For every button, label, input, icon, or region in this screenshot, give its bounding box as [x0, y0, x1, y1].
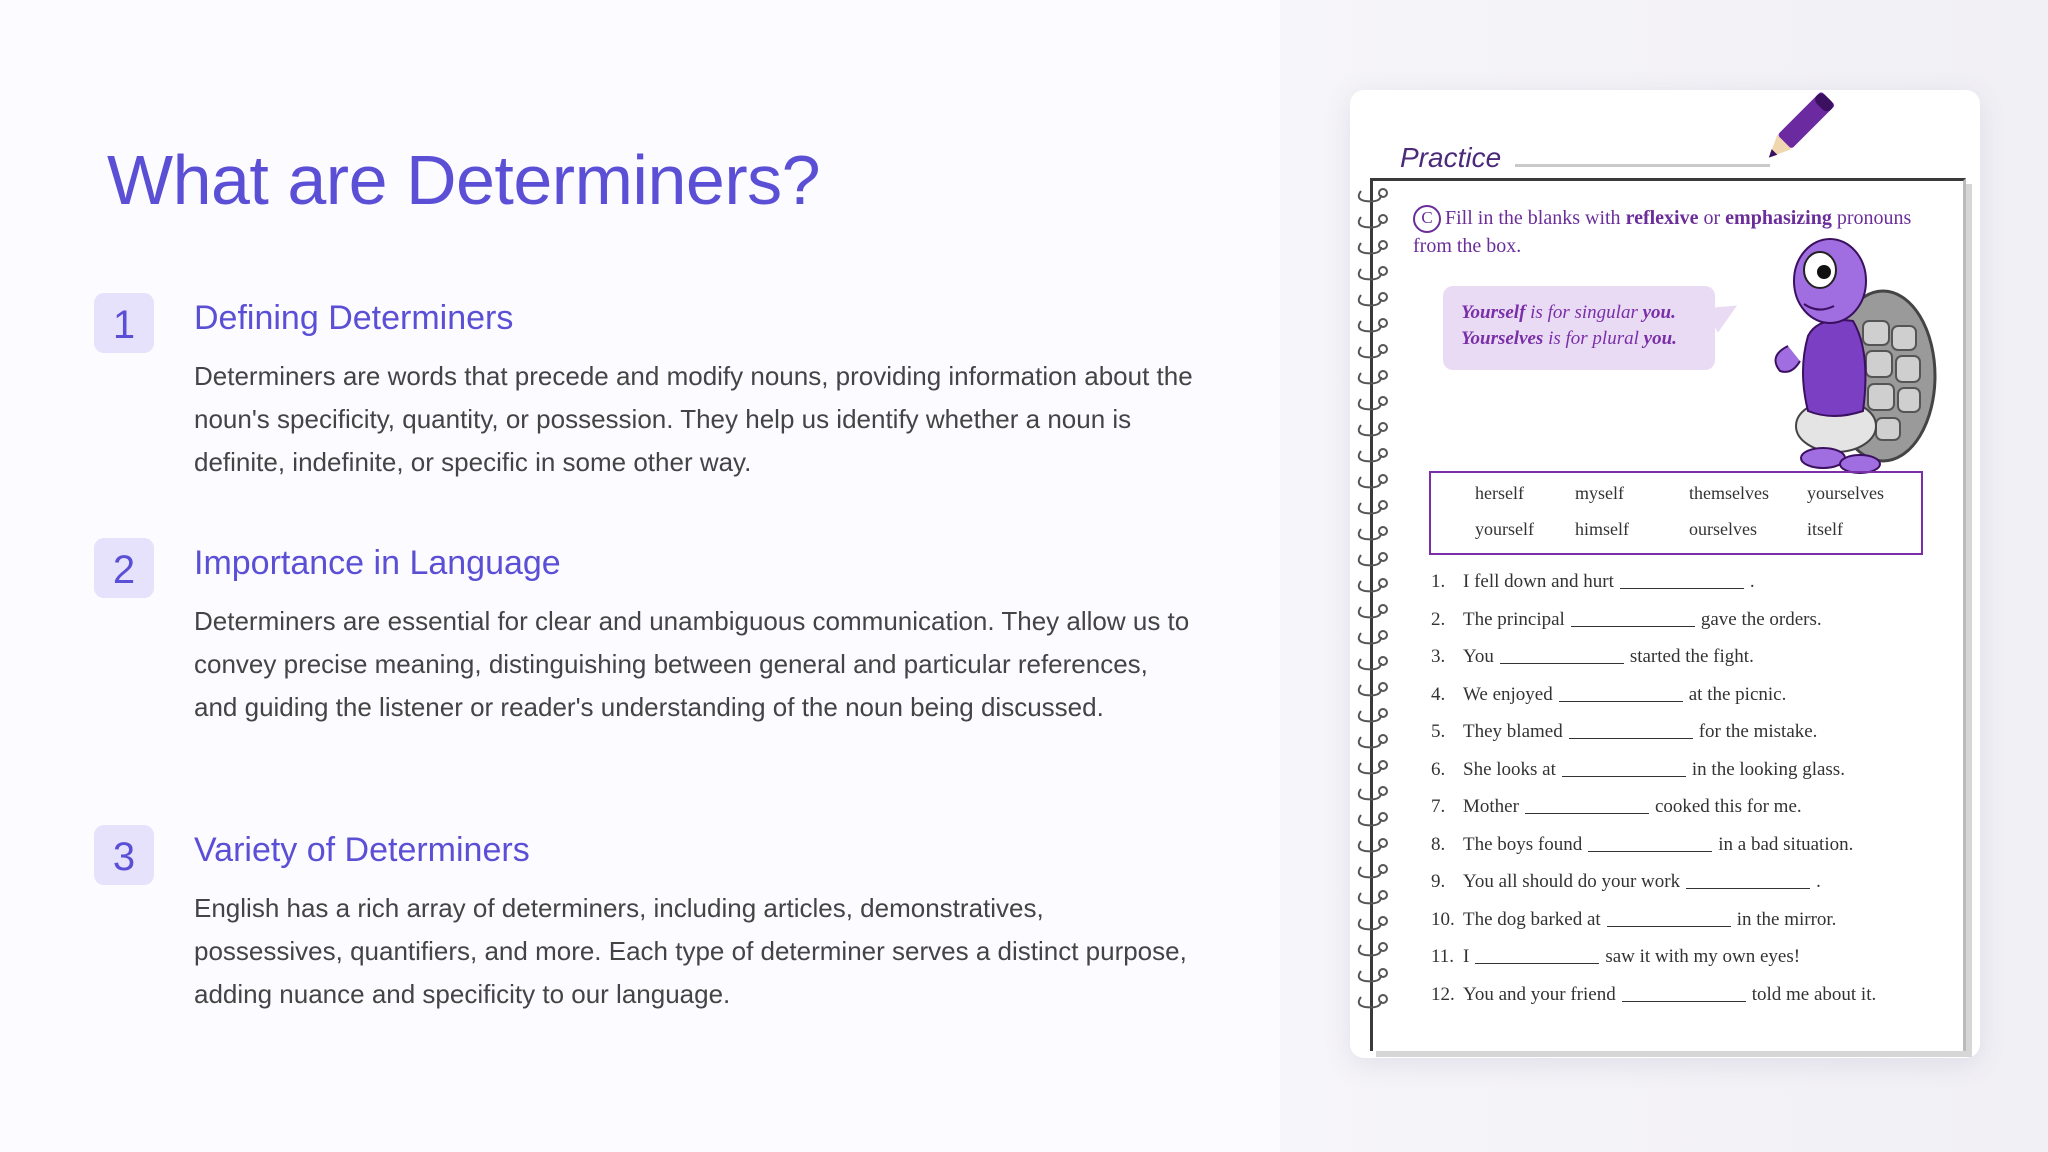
number-badge: 1: [94, 293, 154, 353]
word-option: himself: [1575, 519, 1629, 539]
answer-blank[interactable]: [1686, 870, 1810, 889]
point-body: English has a rich array of determiners, including articles, demonstratives, possessives, quantifiers, and more. Each type of determiner serves a distinct purpose, adding nuance and specificity to our language.: [194, 893, 1187, 1009]
word-option: themselves: [1689, 483, 1769, 503]
exercise-item: 8. The boys found in a bad situation.: [1431, 833, 1854, 855]
point-body: Determiners are essential for clear and unambiguous communication. They allow us to convey precise meaning, distinguishing between general and particular references, and guiding the listener or reader's understanding of the noun being discussed.: [194, 606, 1190, 722]
point-body: Determiners are words that precede and modify nouns, providing information about the noun's specificity, quantity, or possession. They help us identify whether a noun is definite, indefinite, or specific in some other way.: [194, 361, 1193, 477]
practice-label: Practice: [1400, 142, 1502, 173]
word-box: [1429, 471, 1923, 555]
exercise-item: 1. I fell down and hurt .: [1431, 571, 1755, 592]
answer-blank[interactable]: [1607, 908, 1731, 927]
answer-blank[interactable]: [1562, 758, 1686, 777]
exercise-item: 7. Mother cooked this for me.: [1431, 796, 1802, 817]
practice-rule: [1515, 164, 1770, 167]
exercise-badge: C: [1413, 205, 1441, 233]
exercise-item: 9. You all should do your work .: [1431, 871, 1821, 892]
worksheet-image: [1350, 90, 1980, 1058]
pencil-icon: [1750, 90, 1840, 170]
exercise-item: 11. I saw it with my own eyes!: [1431, 946, 1801, 967]
word-option: itself: [1807, 519, 1843, 539]
answer-blank[interactable]: [1525, 795, 1649, 814]
word-option: ourselves: [1689, 519, 1757, 539]
exercise-item: 12. You and your friend told me about it.: [1431, 983, 1877, 1005]
answer-blank[interactable]: [1500, 645, 1624, 664]
exercise-item: 3. You started the fight.: [1431, 646, 1754, 667]
answer-blank[interactable]: [1571, 608, 1695, 627]
answer-blank[interactable]: [1622, 983, 1746, 1002]
worksheet-instruction: C Fill in the blanks with reflexive or emphasizing pronouns from the box.: [1413, 207, 1912, 257]
word-option: yourselves: [1807, 483, 1884, 503]
answer-blank[interactable]: [1475, 945, 1599, 964]
exercise-item: 2. The principal gave the orders.: [1431, 608, 1822, 630]
answer-blank[interactable]: [1588, 833, 1712, 852]
word-option: herself: [1475, 483, 1524, 503]
exercise-item: 5. They blamed for the mistake.: [1431, 721, 1818, 742]
tip-bubble: Yourself is for singular you. Yourselves is for plural you.: [1443, 286, 1715, 370]
spiral-binding-icon: [1351, 181, 1395, 1041]
word-option: myself: [1575, 483, 1624, 503]
exercise-item: 6. She looks at in the looking glass.: [1431, 758, 1845, 780]
point-heading: Importance in Language: [194, 544, 561, 582]
number-badge: 3: [94, 825, 154, 885]
point-heading: Variety of Determiners: [194, 831, 530, 869]
number-badge: 2: [94, 538, 154, 598]
answer-blank[interactable]: [1569, 720, 1693, 739]
exercise-list: [1431, 563, 1951, 1013]
turtle-icon: [1768, 226, 1948, 476]
exercise-item: 4. We enjoyed at the picnic.: [1431, 683, 1787, 705]
slide-title: What are Determiners?: [107, 141, 821, 219]
word-option: yourself: [1475, 519, 1534, 539]
exercise-item: 10. The dog barked at in the mirror.: [1431, 908, 1837, 930]
answer-blank[interactable]: [1559, 683, 1683, 702]
notebook-page: [1370, 178, 1966, 1051]
answer-blank[interactable]: [1620, 570, 1744, 589]
point-heading: Defining Determiners: [194, 299, 514, 337]
